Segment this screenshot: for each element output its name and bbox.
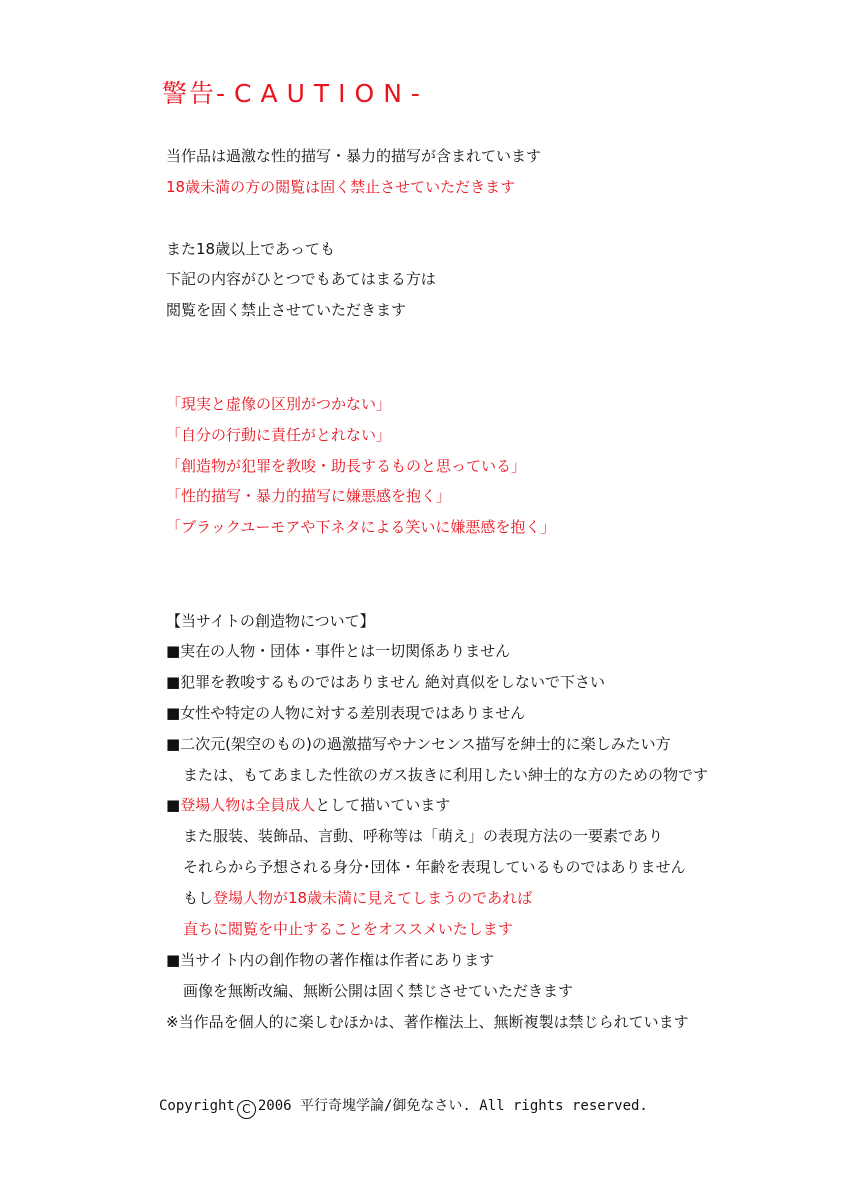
condition-item: 「ブラックユーモアや下ネタによる笑いに嫌悪感を抱く」 [166, 518, 556, 536]
site-item-continued: それらから予想される身分･団体・年齢を表現しているものではありません [183, 858, 686, 876]
adult-note-line-3: 閲覧を固く禁止させていただきます [166, 301, 407, 319]
intro-line-1: 当作品は過激な性的描写・暴力的描写が含まれています [166, 147, 542, 165]
site-item: ■二次元(架空のもの)の過激描写やナンセンス描写を紳士的に楽しみたい方 [166, 735, 671, 753]
site-item: ■女性や特定の人物に対する差別表現ではありません [166, 704, 526, 722]
title-jp: 警告 [162, 79, 217, 108]
site-item: ■当サイト内の創作物の著作権は作者にあります [166, 951, 495, 969]
adult-note-line-2: 下記の内容がひとつでもあてはまる方は [166, 270, 436, 288]
site-item: ■実在の人物・団体・事件とは一切関係ありません [166, 642, 511, 660]
condition-item: 「性的描写・暴力的描写に嫌悪感を抱く」 [166, 487, 452, 505]
site-item: ■犯罪を教唆するものではありません 絶対真似をしないで下さい [166, 673, 605, 691]
copyright-prefix: Copyright [159, 1098, 235, 1114]
highlight-text: 登場人物が18歳未満に見えてしまうのであれば [213, 889, 533, 907]
site-item-continued: また服装、装飾品、言動、呼称等は「萌え」の表現方法の一要素であり [183, 827, 664, 845]
copyright-text: 2006 平行奇塊学論/御免なさい. All rights reserved. [257, 1098, 648, 1114]
caution-title [162, 74, 429, 110]
copyright-line [159, 1095, 648, 1119]
title-en: -CAUTION- [216, 79, 429, 108]
site-item-continued: 直ちに閲覧を中止することをオススメいたします [183, 920, 513, 938]
condition-item: 「創造物が犯罪を教唆・助長するものと思っている」 [166, 457, 527, 475]
site-heading: 【当サイトの創造物について】 [166, 612, 375, 630]
item-text: として描いています [315, 796, 451, 814]
condition-item: 「現実と虚像の区別がつかない」 [166, 395, 392, 413]
item-text: もし [183, 889, 214, 907]
site-item-continued [183, 888, 532, 908]
adult-note-line-1: また18歳以上であっても [166, 240, 335, 258]
site-item [166, 795, 450, 815]
bullet: ■ [166, 796, 181, 814]
condition-item: 「自分の行動に責任がとれない」 [166, 426, 392, 444]
site-item-continued: または、もてあました性欲のガス抜きに利用したい紳士的な方のための物です [183, 766, 709, 784]
highlight-text: 登場人物は全員成人 [180, 796, 316, 814]
site-item-continued: 画像を無断改編、無断公開は固く禁じさせていただきます [183, 982, 574, 1000]
copyright-icon: C [237, 1100, 256, 1119]
intro-line-2: 18歳未満の方の閲覧は固く禁止させていただきます [166, 178, 516, 196]
copyright-note: ※当作品を個人的に楽しむほかは、著作権法上、無断複製は禁じられています [166, 1013, 689, 1031]
